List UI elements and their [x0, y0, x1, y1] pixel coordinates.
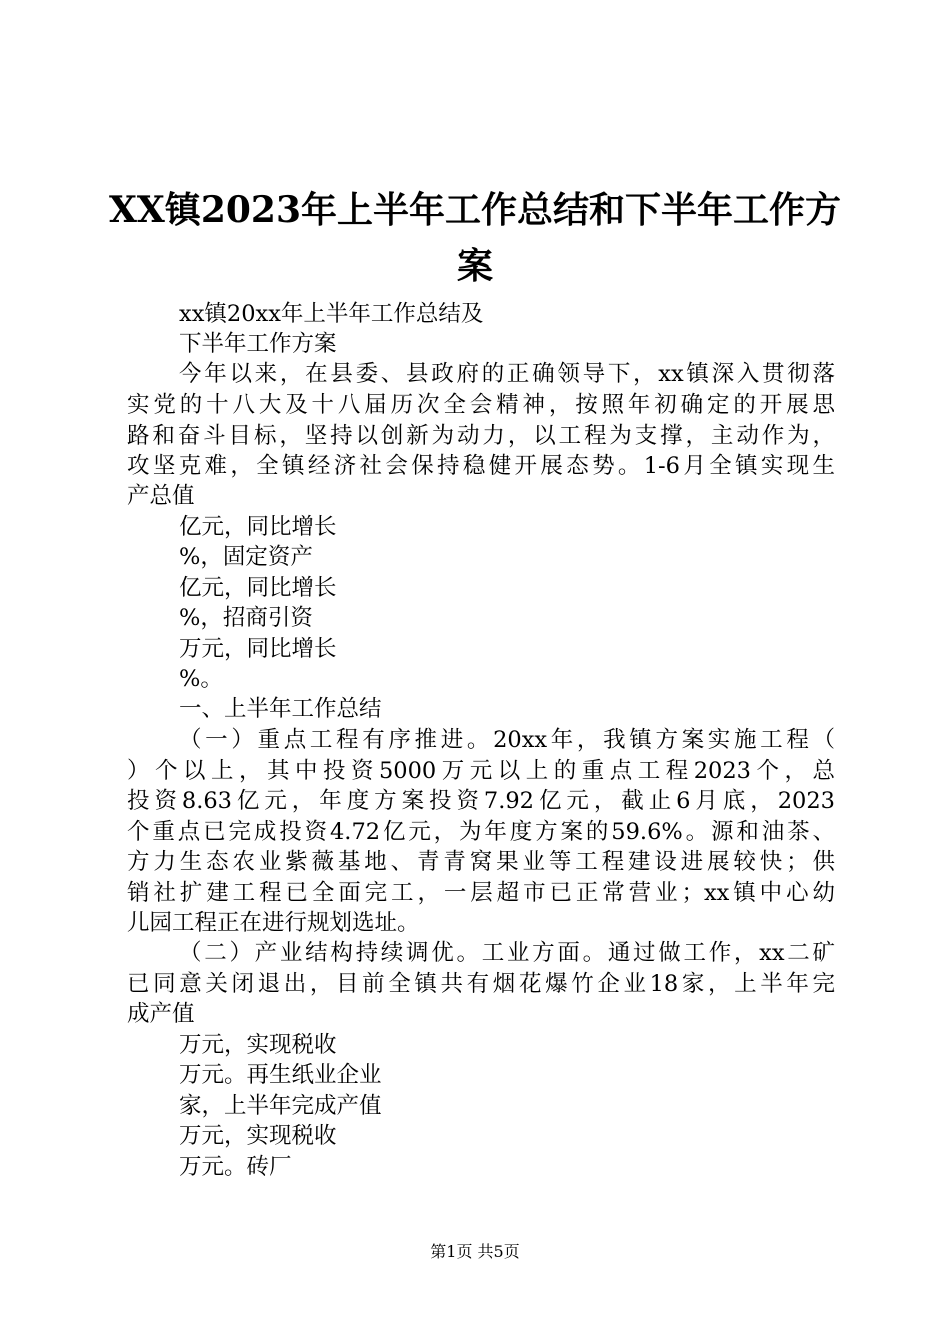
text-line: 万元。砖厂	[179, 1154, 292, 1180]
text-line: 个重点已完成投资4.72亿元，为年度方案的59.6%。源和油茶、	[127, 819, 835, 845]
text-line: ）个以上，其中投资5000万元以上的重点工程2023个，总	[127, 758, 835, 784]
text-line: %，招商引资	[179, 605, 313, 631]
text-line: （二）产业结构持续调优。工业方面。通过做工作，xx二矿	[179, 940, 835, 966]
text-line: %，固定资产	[179, 544, 313, 570]
text-line: 家，上半年完成产值	[179, 1093, 382, 1119]
text-line: 实党的十八大及十八届历次全会精神，按照年初确定的开展思	[127, 392, 835, 418]
text-line: 亿元，同比增长	[179, 575, 337, 601]
text-line: xx镇20xx年上半年工作总结及	[179, 301, 484, 327]
page-footer: 第1页 共5页	[430, 1242, 520, 1261]
document-title-line-2: 案	[456, 245, 493, 287]
text-line: 亿元，同比增长	[179, 514, 337, 540]
text-line: 儿园工程正在进行规划选址。	[127, 910, 420, 936]
section-heading: 一、上半年工作总结	[179, 696, 382, 722]
text-line: 万元，同比增长	[179, 636, 337, 662]
text-line: 销社扩建工程已全面完工，一层超市已正常营业；xx镇中心幼	[127, 880, 835, 906]
text-line: 万元。再生纸业企业	[179, 1062, 382, 1088]
text-line: 投资8.63亿元，年度方案投资7.92亿元，截止6月底，2023	[127, 788, 835, 814]
text-line: 方力生态农业紫薇基地、青青窝果业等工程建设进展较快；供	[127, 849, 835, 875]
text-line: （一）重点工程有序推进。20xx年，我镇方案实施工程（	[179, 727, 835, 753]
text-line: 万元，实现税收	[179, 1032, 337, 1058]
text-line: %。	[179, 666, 223, 692]
text-line: 下半年工作方案	[179, 331, 337, 357]
text-line: 路和奋斗目标，坚持以创新为动力，以工程为支撑，主动作为，	[127, 423, 835, 449]
text-line: 产总值	[127, 483, 195, 509]
text-line: 今年以来，在县委、县政府的正确领导下，xx镇深入贯彻落	[179, 361, 835, 387]
text-line: 万元，实现税收	[179, 1123, 337, 1149]
text-line: 成产值	[127, 1001, 195, 1027]
text-line: 攻坚克难，全镇经济社会保持稳健开展态势。1-6月全镇实现生	[127, 453, 835, 479]
document-title-line-1: XX镇2023年上半年工作总结和下半年工作方	[108, 189, 842, 231]
text-line: 已同意关闭退出，目前全镇共有烟花爆竹企业18家，上半年完	[127, 971, 835, 997]
